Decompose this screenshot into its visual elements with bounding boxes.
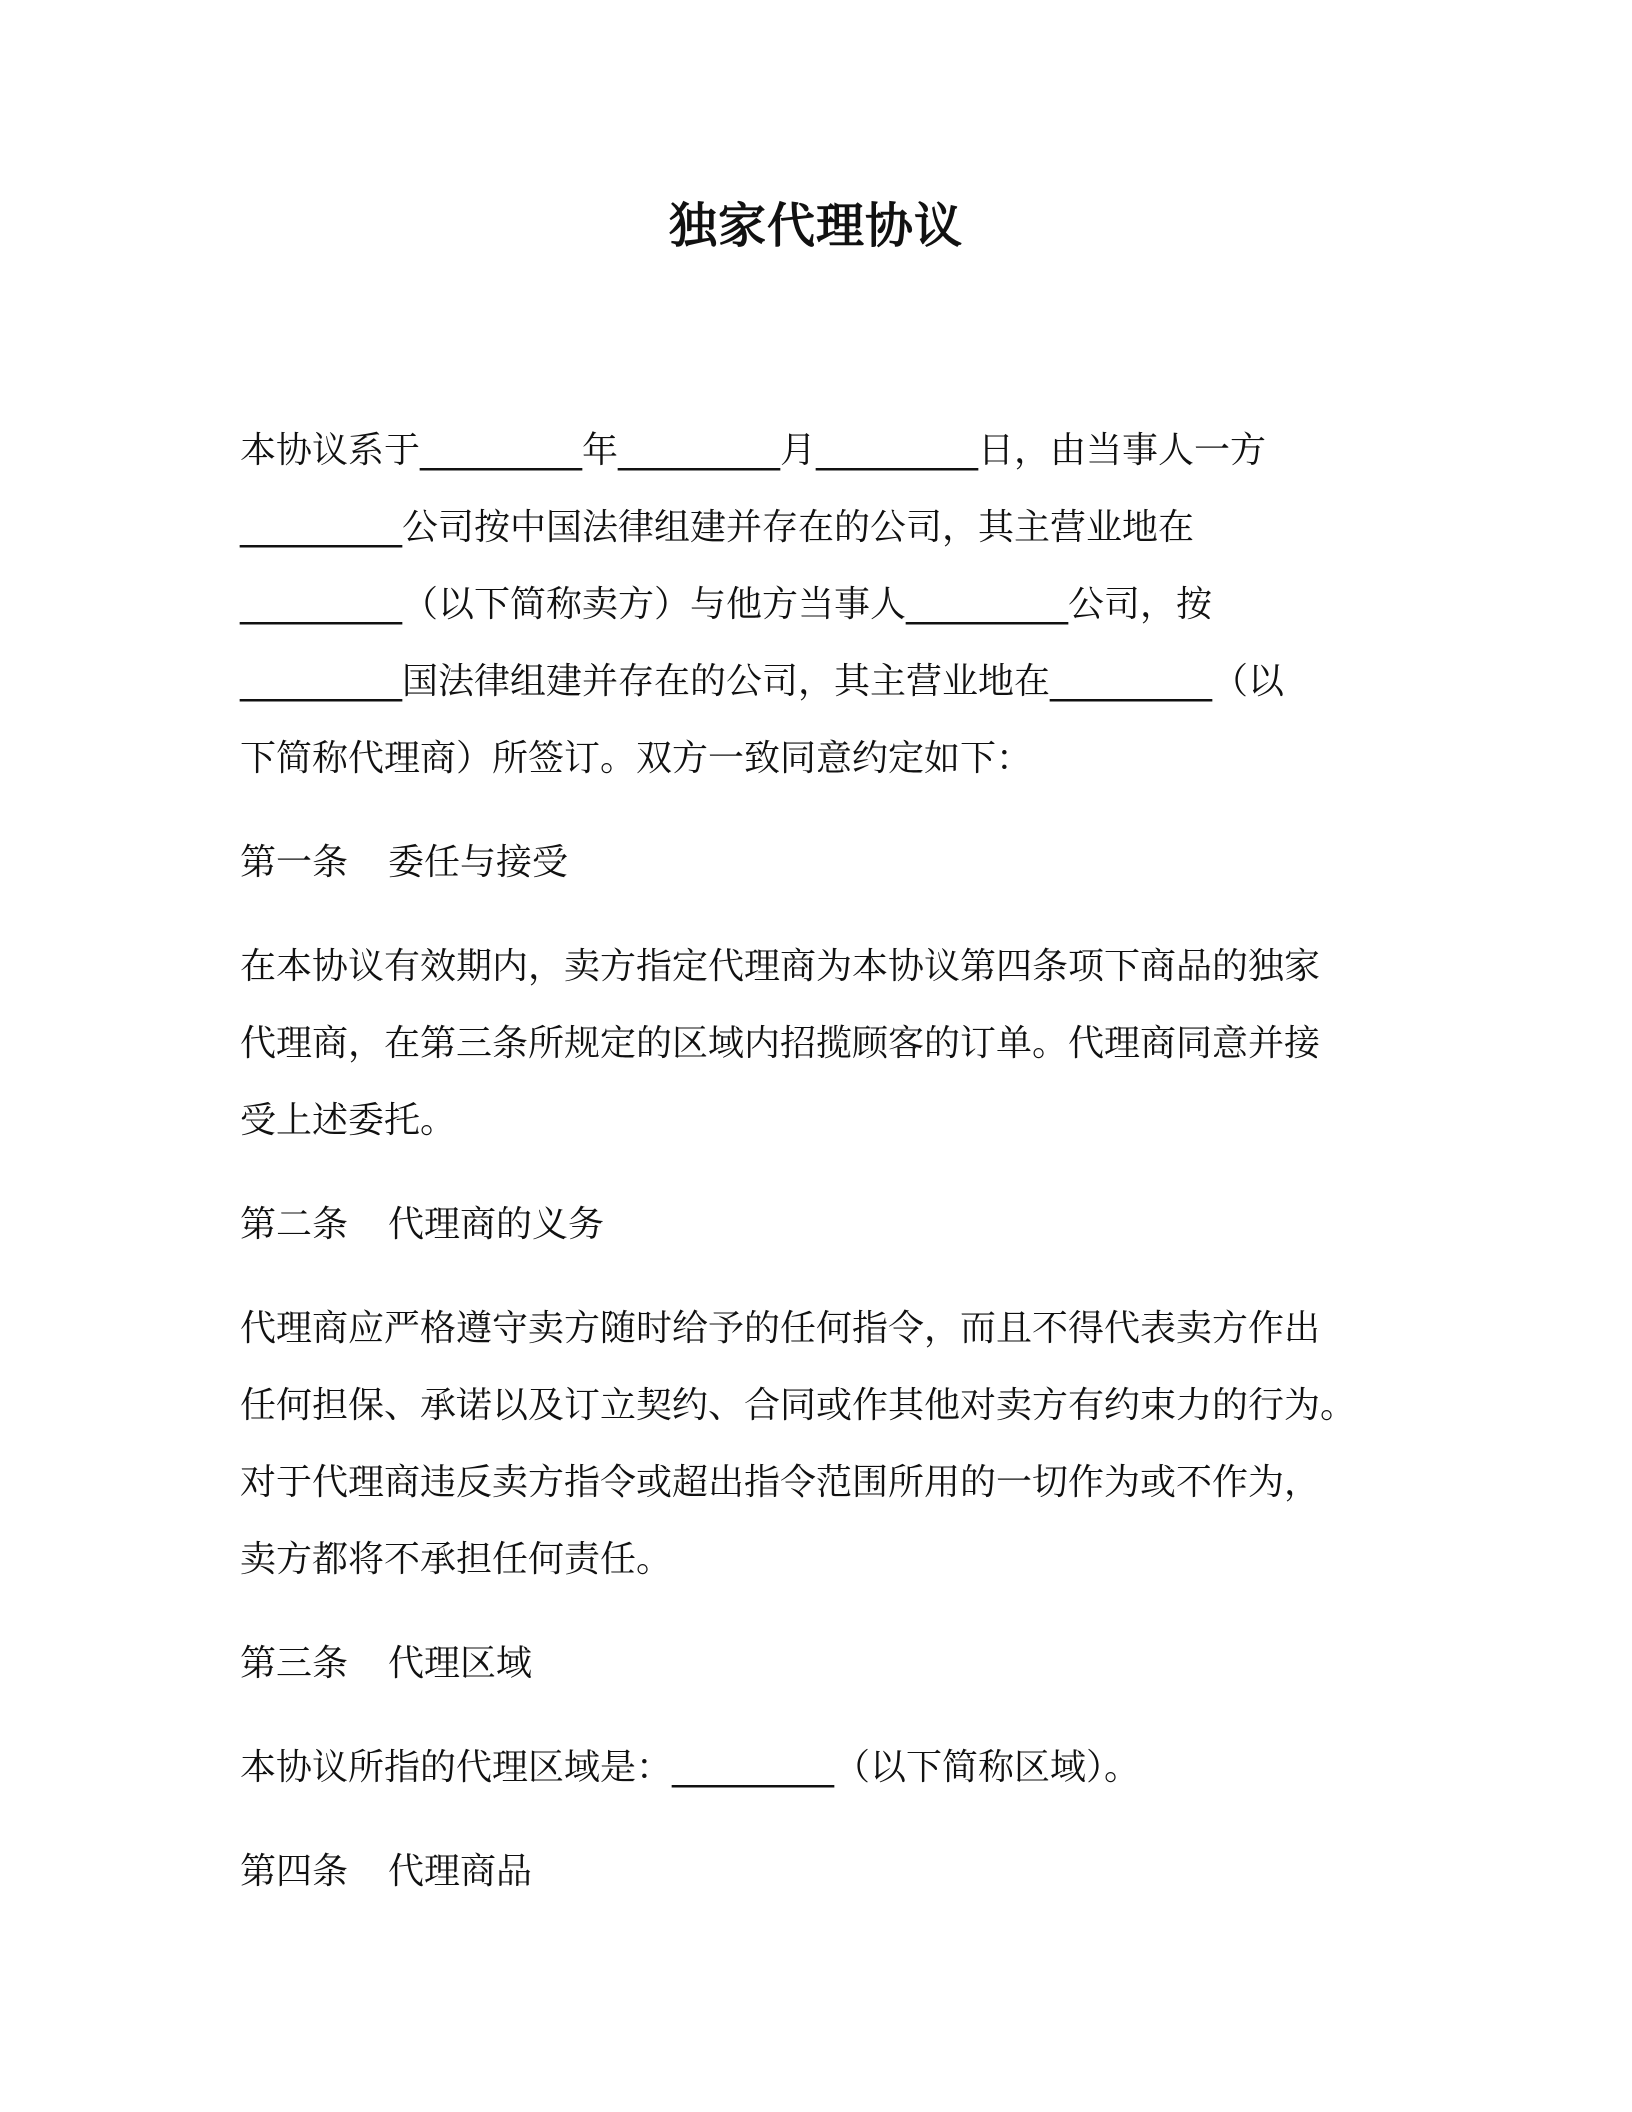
preamble	[240, 412, 1390, 797]
spacer	[240, 1598, 1390, 1625]
spacer	[240, 1702, 1390, 1729]
spacer	[240, 1263, 1390, 1290]
article-line: 代理商，在第三条所规定的区域内招揽顾客的订单。代理商同意并接	[240, 1023, 1321, 1064]
preamble-line: _________（以下简称卖方）与他方当事人_________公司，按	[240, 584, 1213, 625]
article-line: 在本协议有效期内，卖方指定代理商为本协议第四条项下商品的独家	[240, 946, 1321, 987]
article-heading	[240, 1833, 1390, 1910]
article-title: 代理商品	[388, 1851, 533, 1892]
article-number: 第一条	[240, 842, 349, 883]
article-heading	[240, 1625, 1390, 1702]
article-title: 代理商的义务	[388, 1204, 605, 1245]
article-heading	[240, 1186, 1390, 1263]
article-line: 对于代理商违反卖方指令或超出指令范围所用的一切作为或不作为，	[240, 1462, 1321, 1503]
article-title: 委任与接受	[388, 842, 569, 883]
article-number: 第四条	[240, 1851, 349, 1892]
article-line: 本协议所指的代理区域是：_________（以下简称区域）。	[240, 1747, 1141, 1788]
article-line: 代理商应严格遵守卖方随时给予的任何指令，而且不得代表卖方作出	[240, 1308, 1321, 1349]
spacer	[240, 1159, 1390, 1186]
spacer	[240, 1806, 1390, 1833]
article-3	[240, 1625, 1390, 1806]
article-number: 第二条	[240, 1204, 349, 1245]
article-line: 卖方都将不承担任何责任。	[240, 1539, 673, 1580]
preamble-line: 下简称代理商）所签订。双方一致同意约定如下：	[240, 738, 1033, 779]
article-title: 代理区域	[388, 1643, 533, 1684]
preamble-line: 本协议系于_________年_________月_________日，由当事人一方	[240, 430, 1267, 471]
article-1	[240, 824, 1390, 1159]
article-number: 第三条	[240, 1643, 349, 1684]
article-4	[240, 1833, 1390, 1910]
document-body	[240, 412, 1390, 1910]
article-line: 受上述委托。	[240, 1100, 457, 1141]
spacer	[240, 797, 1390, 824]
article-line: 任何担保、承诺以及订立契约、合同或作其他对卖方有约束力的行为。	[240, 1385, 1357, 1426]
spacer	[240, 901, 1390, 928]
preamble-line: _________国法律组建并存在的公司，其主营业地在_________（以	[240, 661, 1285, 702]
document-title: 独家代理协议	[668, 198, 963, 254]
article-heading	[240, 824, 1390, 901]
article-2	[240, 1186, 1390, 1598]
preamble-line: _________公司按中国法律组建并存在的公司，其主营业地在	[240, 507, 1195, 548]
